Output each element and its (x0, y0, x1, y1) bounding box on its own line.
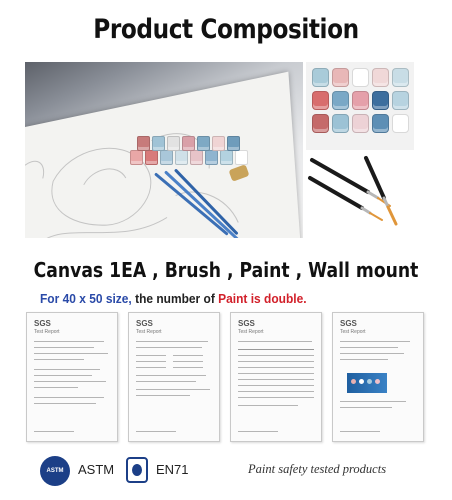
paint-pot (372, 68, 389, 87)
paint-pot (332, 91, 349, 110)
astm-logo-icon: ASTM (40, 456, 70, 486)
test-report-doc (332, 312, 424, 442)
sgs-logo: SGS (136, 319, 153, 328)
composition-list: Canvas 1EA , Brush , Paint , Wall mount (33, 258, 419, 282)
paint-pot (312, 114, 329, 133)
test-report-documents (26, 312, 426, 444)
page-title: Product Composition (93, 14, 359, 45)
paint-pot (312, 68, 329, 87)
paint-pot (352, 91, 369, 110)
doc-header: Test Report (136, 329, 162, 335)
paint-pot (352, 68, 369, 87)
paint-pot-row (137, 136, 240, 151)
size-note-size: For 40 x 50 size, (40, 291, 132, 306)
paint-pot (212, 136, 225, 151)
test-report-doc (230, 312, 322, 442)
paint-pot (197, 136, 210, 151)
product-thumbnail (347, 373, 387, 393)
size-note (40, 291, 390, 306)
paint-pot (392, 114, 409, 133)
paint-pot (372, 114, 389, 133)
paint-pot (145, 150, 158, 165)
paint-pot (312, 91, 329, 110)
en71-label: EN71 (156, 462, 189, 477)
certification-footer (40, 454, 420, 490)
product-photo-canvas (25, 62, 303, 238)
paint-pot (137, 136, 150, 151)
paint-pot (332, 114, 349, 133)
doc-header: Test Report (340, 329, 366, 335)
doc-header: Test Report (34, 329, 60, 335)
paint-pot-row (130, 150, 248, 165)
sgs-logo: SGS (34, 319, 51, 328)
astm-label: ASTM (78, 462, 115, 477)
sgs-logo: SGS (238, 319, 255, 328)
paint-pot (352, 114, 369, 133)
paint-pot (160, 150, 173, 165)
doc-header: Test Report (238, 329, 264, 335)
paint-pot (182, 136, 195, 151)
paint-pot (227, 136, 240, 151)
paint-pot (152, 136, 165, 151)
test-report-doc (26, 312, 118, 442)
paint-pot (332, 68, 349, 87)
ce-en71-logo-icon (126, 457, 148, 483)
paint-pot (190, 150, 203, 165)
paint-pot (130, 150, 143, 165)
paint-pot (220, 150, 233, 165)
paint-pots-photo (306, 62, 414, 150)
paint-pot (235, 150, 248, 165)
size-note-middle: the number of (135, 291, 215, 306)
paint-pot (392, 91, 409, 110)
paint-pot (167, 136, 180, 151)
size-note-emphasis: Paint is double. (218, 291, 307, 306)
paint-pot (392, 68, 409, 87)
sgs-logo: SGS (340, 319, 357, 328)
safety-label: Paint safety tested products (248, 462, 387, 476)
test-report-doc (128, 312, 220, 442)
brushes-drawing (306, 152, 414, 238)
brushes-photo (306, 152, 414, 238)
paint-pot (205, 150, 218, 165)
paint-pot (372, 91, 389, 110)
paint-pot (175, 150, 188, 165)
